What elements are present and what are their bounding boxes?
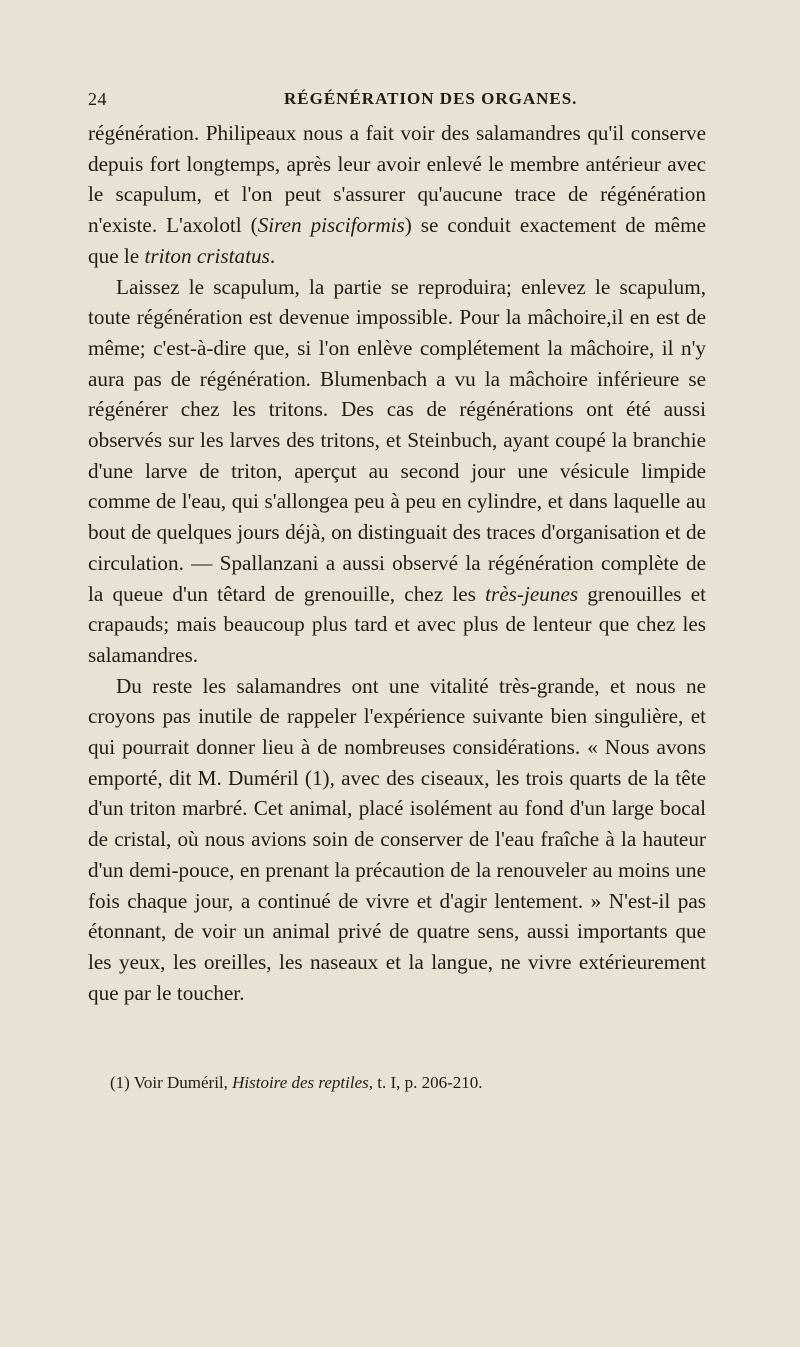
paragraph-1-italic-a: Siren pisciformis (257, 213, 405, 238)
footnote-text-a: (1) Voir Duméril, (110, 1073, 233, 1092)
paragraph-1-text-c: . (269, 243, 276, 268)
footnote-text-b: , t. I, p. 206-210. (368, 1073, 483, 1092)
footnote-italic: Histoire des reptiles (232, 1073, 369, 1092)
paragraph-1-text-a: régénération. Philipeaux nous a fait voir des salamandres qu'il conserve depuis fort longtemps, après leur avoir enlevé le membre antérieur avec le scapulum, et l'on peut s'assurer qu'aucune trace de régénération n'existe. L'axolotl ( (88, 121, 706, 238)
footnote (110, 1072, 706, 1094)
paragraph-2-text-a: Laissez le scapulum, la partie se reproduira; enlevez le scapulum, toute régénération est devenue impossible. Pour la mâchoire,il en est de même; c'est-à-dire que, si l'on enlève complétement la mâchoire, il n'y aura pas de régénération. Blumenbach a vu la mâchoire inférieure se régénérer chez les tritons. Des cas de régénérations ont été aussi observés sur les larves des tritons, et Steinbuch, ayant coupé la branchie d'une larve de triton, aperçut au second jour une vésicule limpide comme de l'eau, qui s'allongea peu à peu en cylindre, et dans laquelle au bout de quelques jours déjà, on distinguait des traces d'organisation et de circulation. — Spallanzani a aussi observé la régénération complète de la queue d'un têtard de grenouille, chez les (88, 274, 706, 606)
paragraph-3: Du reste les salamandres ont une vitalité très-grande, et nous ne croyons pas inutile de rappeler l'expérience suivante bien singulière, et qui pourrait donner lieu à de nombreuses considérations. « Nous avons emporté, dit M. Duméril (1), avec des ciseaux, les trois quarts de la tête d'un triton marbré. Cet animal, placé isolément au fond d'un large bocal de cristal, où nous avions soin de conserver de l'eau fraîche à la hauteur d'un demi-pouce, en prenant la précaution de la renouveler au moins une fois chaque jour, a continué de vivre et d'agir lentement. » N'est-il pas étonnant, de voir un animal privé de quatre sens, aussi importants que les yeux, les oreilles, les naseaux et la langue, ne vivre extérieurement que par le toucher. (88, 673, 706, 1005)
paragraph-1 (88, 118, 706, 272)
body-text (88, 118, 706, 1008)
page-number: 24 (88, 89, 107, 109)
paragraph-2 (88, 272, 706, 671)
paragraph-1-italic-b: triton cristatus (144, 243, 270, 268)
running-title: RÉGÉNÉRATION DES ORGANES. (284, 89, 578, 108)
paragraph-1-text-b: ) se conduit exactement de même que le (88, 213, 706, 268)
paragraph-2-text-b: grenouilles et crapauds; mais beaucoup plus tard et avec plus de lenteur que chez les salamandres. (88, 581, 706, 667)
page-header (88, 86, 708, 112)
paragraph-2-italic-a: très-jeunes (485, 581, 579, 606)
